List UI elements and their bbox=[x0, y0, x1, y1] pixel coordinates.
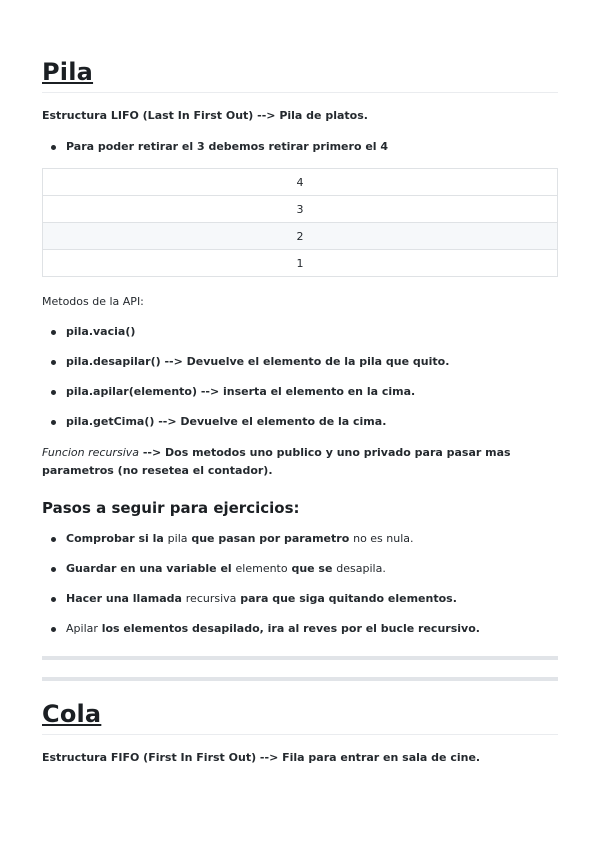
api-item: pila.vacia() bbox=[42, 323, 558, 341]
steps-heading: Pasos a seguir para ejercicios: bbox=[42, 499, 300, 517]
table-cell: 1 bbox=[43, 250, 558, 277]
table-row bbox=[43, 250, 558, 277]
cola-intro: Estructura FIFO (First In First Out) --> Fila para entrar en sala de cine. bbox=[42, 751, 481, 764]
pila-heading-wrap bbox=[42, 58, 558, 93]
step-text: que se bbox=[287, 562, 337, 575]
table-row bbox=[43, 196, 558, 223]
table-row bbox=[43, 169, 558, 196]
table-cell: 2 bbox=[43, 223, 558, 250]
step-text: Comprobar si la bbox=[66, 532, 168, 545]
divider bbox=[42, 656, 558, 660]
step-item bbox=[42, 560, 558, 578]
step-text: recursiva bbox=[185, 592, 237, 605]
step-item bbox=[42, 620, 558, 638]
table-cell: 3 bbox=[43, 196, 558, 223]
step-item bbox=[42, 530, 558, 548]
step-text: Hacer una llamada bbox=[66, 592, 186, 605]
pila-bullet-list bbox=[42, 138, 558, 156]
api-label: Metodos de la API: bbox=[42, 295, 144, 308]
api-item: pila.desapilar() --> Devuelve el elemento de la pila que quito. bbox=[42, 353, 558, 371]
cola-heading-wrap bbox=[42, 700, 558, 735]
step-text: desapila. bbox=[336, 562, 386, 575]
pila-heading: Pila bbox=[42, 58, 94, 86]
table-row bbox=[43, 223, 558, 250]
api-list bbox=[42, 323, 558, 431]
divider bbox=[42, 677, 558, 681]
recursive-paragraph bbox=[42, 444, 558, 480]
recursive-term: Funcion recursiva bbox=[42, 446, 139, 459]
api-item: pila.apilar(elemento) --> inserta el elemento en la cima. bbox=[42, 383, 558, 401]
step-text: no es nula. bbox=[353, 532, 414, 545]
table-cell: 4 bbox=[43, 169, 558, 196]
step-text: Apilar bbox=[66, 622, 98, 635]
api-item: pila.getCima() --> Devuelve el elemento de la cima. bbox=[42, 413, 558, 431]
pila-intro: Estructura LIFO (Last In First Out) --> Pila de platos. bbox=[42, 109, 368, 122]
step-text: para que siga quitando elementos. bbox=[236, 592, 457, 605]
step-text: que pasan por parametro bbox=[187, 532, 354, 545]
step-text: Guardar en una variable el bbox=[66, 562, 236, 575]
cola-heading: Cola bbox=[42, 700, 102, 728]
step-text: pila bbox=[167, 532, 188, 545]
pila-bullet: Para poder retirar el 3 debemos retirar primero el 4 bbox=[42, 138, 558, 156]
recursive-desc: --> Dos metodos uno publico y uno privado para pasar mas parametros (no resetea el contador). bbox=[42, 446, 511, 477]
pila-table bbox=[42, 168, 558, 277]
steps-list bbox=[42, 530, 558, 638]
step-item bbox=[42, 590, 558, 608]
step-text: los elementos desapilado, ira al reves por el bucle recursivo. bbox=[97, 622, 480, 635]
step-text: elemento bbox=[235, 562, 288, 575]
